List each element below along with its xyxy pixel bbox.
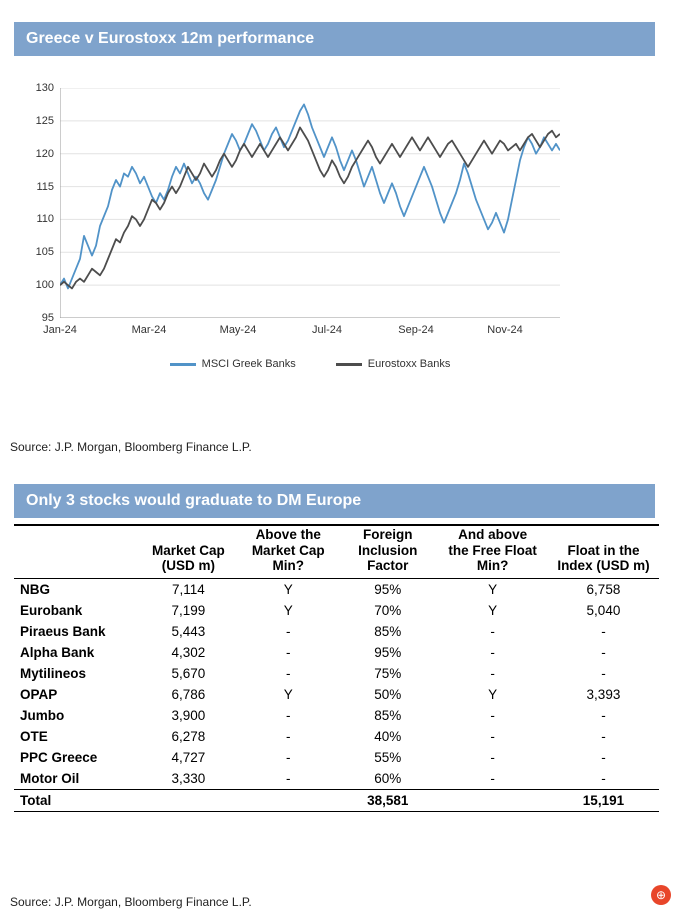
cell-float-in-index: 3,393	[586, 686, 621, 702]
cell-market-cap: 5,670	[171, 665, 206, 681]
x-axis-tick-label: Sep-24	[398, 324, 434, 336]
legend-swatch-greek-banks	[170, 363, 196, 366]
table-row	[14, 621, 659, 642]
cell-float-in-index: 5,040	[586, 602, 621, 618]
cell-above-free-float-min: -	[490, 644, 495, 660]
table-row	[14, 726, 659, 747]
table-row	[14, 684, 659, 705]
cell-foreign-inclusion-factor: 85%	[374, 623, 402, 639]
chart-source-note: Source: J.P. Morgan, Bloomberg Finance L.P.	[10, 440, 252, 454]
cell-float-in-index: -	[601, 623, 606, 639]
y-axis-tick-label: 115	[36, 180, 54, 193]
table-title-bar	[14, 484, 655, 518]
x-axis-tick-label: Nov-24	[487, 324, 523, 336]
x-axis-tick-label: Jan-24	[43, 324, 77, 336]
cell-foreign-inclusion-factor: 70%	[374, 602, 402, 618]
cell-market-cap: 6,278	[171, 728, 206, 744]
cell-market-cap: 7,199	[171, 602, 206, 618]
performance-line-chart	[14, 66, 655, 386]
total-cell-float-in-index: 15,191	[548, 789, 659, 811]
cell-above-market-cap-min: -	[285, 728, 291, 744]
col-head-float-in-index: Float in the Index (USD m)	[548, 526, 659, 578]
y-axis-tick-label: 105	[35, 246, 54, 259]
table-source-note: Source: J.P. Morgan, Bloomberg Finance L.P.	[10, 895, 252, 909]
legend-swatch-eurostoxx-banks	[336, 363, 362, 366]
chart-title-bar	[14, 22, 655, 56]
cell-market-cap: 4,727	[171, 749, 206, 765]
graduation-candidates-table	[14, 526, 659, 812]
chart-plot-area	[35, 82, 560, 336]
cell-foreign-inclusion-factor: 95%	[374, 581, 402, 597]
table-body	[14, 578, 659, 811]
y-axis-tick-label: 120	[35, 147, 54, 160]
cell-company-name: Alpha Bank	[20, 644, 95, 660]
cell-above-free-float-min: -	[490, 707, 495, 723]
total-cell-foreign-inclusion-factor: 38,581	[338, 789, 437, 811]
cell-market-cap: 5,443	[171, 623, 206, 639]
cell-above-market-cap-min: Y	[283, 602, 293, 618]
cell-market-cap: 6,786	[171, 686, 206, 702]
cell-float-in-index: 6,758	[586, 581, 621, 597]
total-cell-company-name: Total	[14, 789, 139, 811]
cell-foreign-inclusion-factor: 75%	[374, 665, 402, 681]
table-row	[14, 705, 659, 726]
legend-label-greek-banks: MSCI Greek Banks	[201, 358, 296, 370]
cell-company-name: NBG	[20, 581, 50, 597]
legend-label-eurostoxx-banks: Eurostoxx Banks	[367, 358, 451, 370]
cell-float-in-index: -	[601, 749, 606, 765]
table-title: Only 3 stocks would graduate to DM Europe	[26, 492, 362, 509]
cell-above-market-cap-min: -	[285, 749, 291, 765]
y-axis-tick-label: 130	[35, 82, 54, 94]
cell-foreign-inclusion-factor: 40%	[374, 728, 402, 744]
cell-above-free-float-min: Y	[488, 581, 498, 597]
cell-market-cap: 7,114	[172, 581, 205, 597]
legend-item-eurostoxx-banks	[336, 358, 451, 370]
y-axis-tick-label: 100	[35, 279, 54, 292]
cell-company-name: Eurobank	[20, 602, 83, 618]
cell-above-market-cap-min: Y	[283, 581, 293, 597]
cell-market-cap: 3,900	[171, 707, 206, 723]
cell-market-cap: 4,302	[171, 644, 206, 660]
cell-foreign-inclusion-factor: 50%	[374, 686, 402, 702]
table-row	[14, 663, 659, 684]
table-row	[14, 578, 659, 600]
y-axis-tick-label: 110	[36, 213, 54, 226]
cell-above-free-float-min: -	[490, 770, 495, 786]
col-head-above-market-cap-min: Above the Market Cap Min?	[238, 526, 338, 578]
cell-company-name: PPC Greece	[20, 749, 98, 765]
cell-company-name: Jumbo	[20, 707, 65, 723]
x-axis-tick-label: Jul-24	[312, 324, 342, 336]
y-axis-tick-label: 125	[35, 114, 54, 127]
cell-float-in-index: -	[601, 665, 606, 681]
chart-title: Greece v Eurostoxx 12m performance	[26, 30, 315, 47]
col-head-above-free-float-min: And above the Free Float Min?	[437, 526, 548, 578]
total-cell-above-free-float-min	[437, 789, 548, 811]
table-row	[14, 768, 659, 790]
cell-float-in-index: -	[601, 644, 606, 660]
chart-svg	[60, 88, 560, 318]
table-head	[14, 526, 659, 578]
table-row	[14, 600, 659, 621]
x-axis-tick-label: Mar-24	[131, 324, 167, 336]
cell-company-name: OTE	[20, 728, 48, 744]
cell-foreign-inclusion-factor: 55%	[374, 749, 402, 765]
chart-series-line	[60, 127, 560, 288]
table-row	[14, 642, 659, 663]
cell-above-market-cap-min: -	[285, 770, 291, 786]
col-head-company	[14, 526, 139, 578]
legend-item-greek-banks	[170, 358, 296, 370]
cell-foreign-inclusion-factor: 60%	[374, 770, 402, 786]
cell-above-free-float-min: Y	[488, 686, 498, 702]
table-header-row	[14, 526, 659, 578]
cell-above-free-float-min: -	[490, 665, 495, 681]
cell-company-name: OPAP	[20, 686, 58, 702]
cell-company-name: Mytilineos	[20, 665, 87, 681]
cell-float-in-index: -	[601, 707, 606, 723]
cell-company-name: Motor Oil	[20, 770, 80, 786]
cell-float-in-index: -	[601, 770, 606, 786]
zoom-badge-icon[interactable]: ⊕	[651, 885, 671, 905]
col-head-foreign-inclusion-factor: Foreign Inclusion Factor	[338, 526, 437, 578]
chart-series-line	[60, 104, 560, 288]
cell-float-in-index: -	[601, 728, 606, 744]
table-row	[14, 747, 659, 768]
y-axis-tick-label: 95	[41, 312, 54, 324]
table-total-row	[14, 789, 659, 811]
cell-above-market-cap-min: -	[285, 644, 291, 660]
cell-company-name: Piraeus Bank	[20, 623, 106, 639]
chart-legend	[60, 358, 560, 370]
total-cell-above-market-cap-min	[238, 789, 338, 811]
x-axis-tick-label: May-24	[219, 324, 257, 336]
cell-above-market-cap-min: Y	[283, 686, 293, 702]
cell-above-free-float-min: -	[490, 623, 495, 639]
cell-above-market-cap-min: -	[285, 623, 291, 639]
cell-above-free-float-min: -	[490, 728, 495, 744]
cell-above-free-float-min: -	[490, 749, 495, 765]
cell-above-free-float-min: Y	[488, 602, 498, 618]
cell-foreign-inclusion-factor: 85%	[374, 707, 402, 723]
cell-above-market-cap-min: -	[285, 707, 291, 723]
cell-above-market-cap-min: -	[285, 665, 291, 681]
cell-foreign-inclusion-factor: 95%	[374, 644, 402, 660]
total-cell-market-cap	[139, 789, 239, 811]
cell-market-cap: 3,330	[171, 770, 206, 786]
col-head-market-cap: Market Cap (USD m)	[139, 526, 239, 578]
